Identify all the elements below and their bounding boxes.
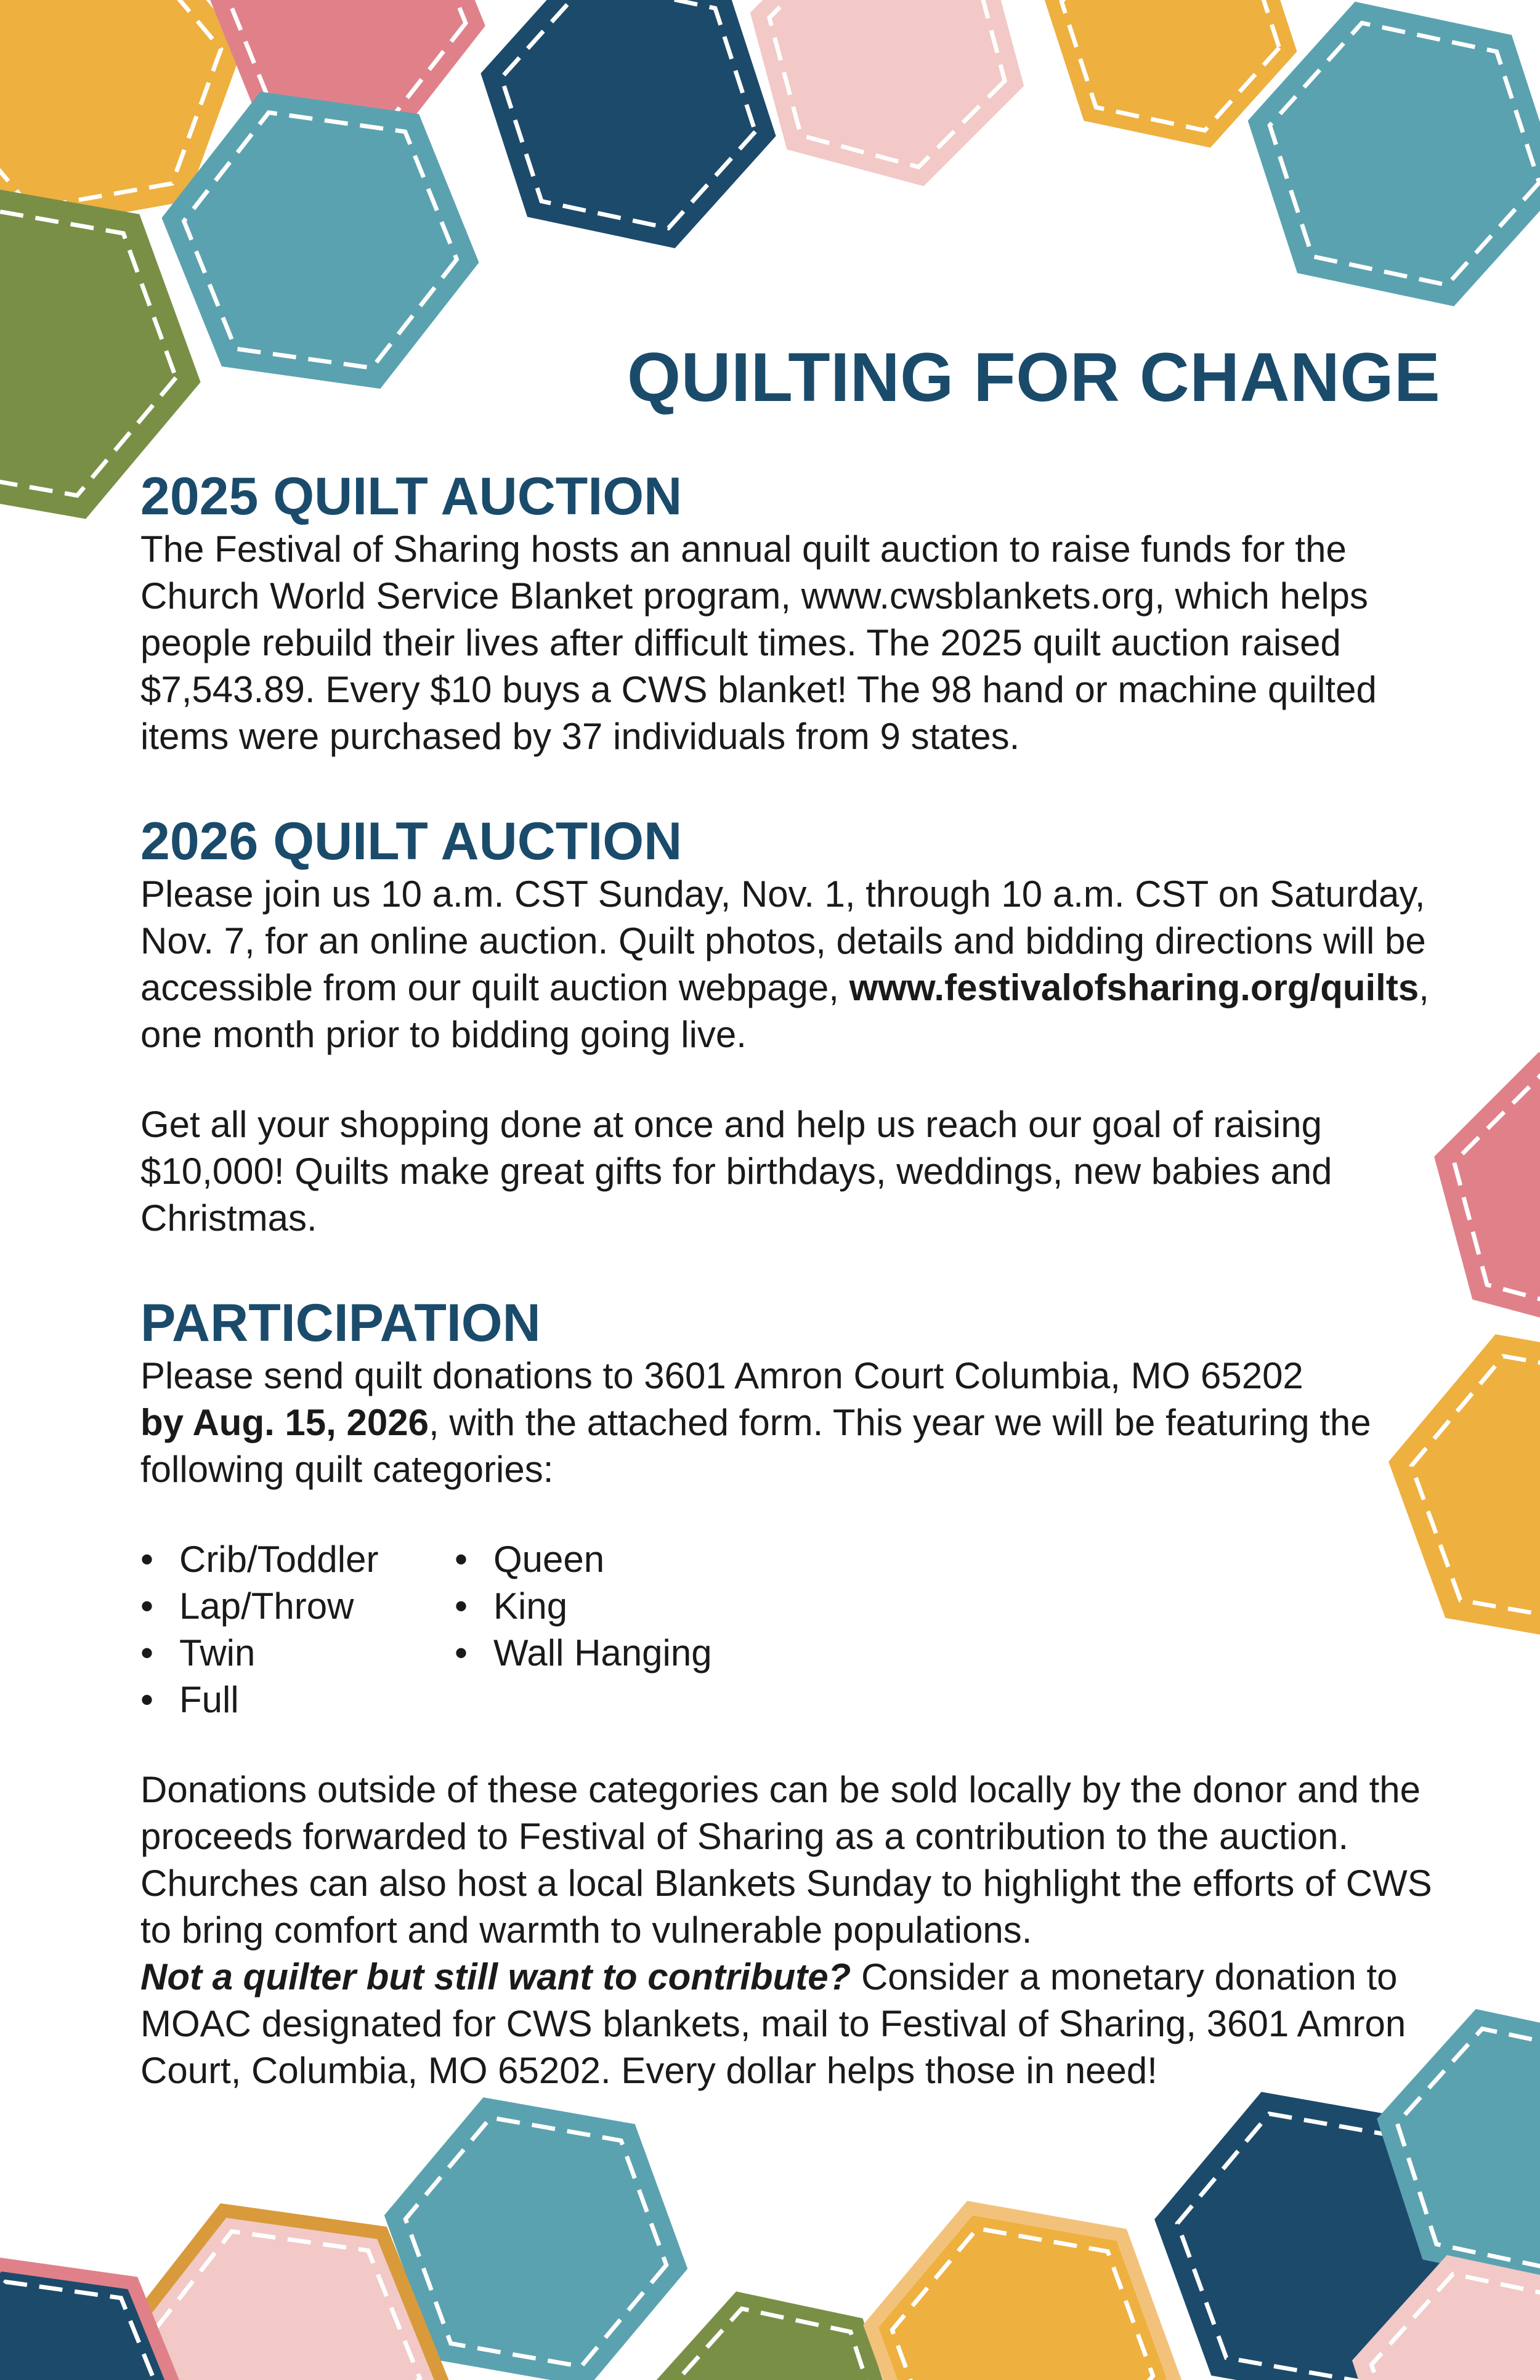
list-item: • Wall Hanging bbox=[455, 1630, 712, 1677]
section-2025-quilt-auction bbox=[140, 467, 1446, 760]
participation-address-line: Please send quilt donations to 3601 Amron Court Columbia, MO 65202 bbox=[140, 1355, 1303, 1396]
donation-deadline: by Aug. 15, 2026 bbox=[140, 1402, 429, 1443]
hexagon-patch bbox=[750, 0, 1024, 186]
auction-2026-body-text: Please join us 10 a.m. CST Sunday, Nov. 1, through 10 a.m. CST on Saturday, Nov. 7, for an online auction. Quilt photos, details and bidding directions will be accessible from our quilt auction webpage, bbox=[140, 873, 1426, 1008]
list-item: • Twin bbox=[140, 1630, 455, 1677]
page-title: QUILTING FOR CHANGE bbox=[627, 339, 1441, 416]
quilt-categories bbox=[140, 1536, 1446, 1723]
category-list-col1 bbox=[140, 1536, 455, 1723]
quilts-webpage-link[interactable]: www.festivalofsharing.org/quilts bbox=[849, 967, 1419, 1008]
hexagon-patch bbox=[650, 2291, 903, 2380]
hexagon-shape bbox=[480, 0, 776, 248]
list-item: • Queen bbox=[455, 1536, 712, 1583]
auction-2025-body: The Festival of Sharing hosts an annual quilt auction to raise funds for the Church World Service Blanket program, www.cwsblankets.org, which helps people rebuild their lives after difficult times. The 2025 quilt auction raised $7,543.89. Every $10 buys a CWS blanket! The 98 hand or machine quilted items were purchased by 37 individuals from 9 states. bbox=[140, 528, 1377, 757]
section-participation bbox=[140, 1293, 1446, 2094]
section-2026-quilt-auction bbox=[140, 812, 1446, 1242]
list-item: • Full bbox=[140, 1677, 455, 1723]
section-heading-2026: 2026 QUILT AUCTION bbox=[140, 812, 683, 871]
hexagon-shape bbox=[871, 2208, 1174, 2380]
section-heading-participation: PARTICIPATION bbox=[140, 1293, 541, 1353]
participation-intro-rest: , with the attached form. This year we will be featuring the following quilt categories: bbox=[140, 1402, 1371, 1490]
section-heading-2025: 2025 QUILT AUCTION bbox=[140, 467, 683, 526]
monetary-donation-cta bbox=[140, 1954, 1446, 2094]
auction-2026-body bbox=[140, 871, 1446, 1058]
hexagon-patch bbox=[1434, 1052, 1540, 1338]
hexagon-patch bbox=[871, 2208, 1174, 2380]
auction-2026-body-tail: , one month prior to bidding going live. bbox=[140, 967, 1429, 1055]
category-list-col2 bbox=[455, 1536, 712, 1723]
cta-text: Consider a monetary donation to MOAC designated for CWS blankets, mail to Festival of Sharing, 3601 Amron Court, Columbia, MO 65202. Every dollar helps those in need! bbox=[140, 1956, 1406, 2091]
list-item: • Crib/Toddler bbox=[140, 1536, 455, 1583]
cta-emphasis: Not a quilter but still want to contribute? bbox=[140, 1956, 851, 1997]
list-item: • King bbox=[455, 1583, 712, 1630]
auction-2026-goal-text: Get all your shopping done at once and help us reach our goal of raising $10,000! Quilts make great gifts for birthdays, weddings, new babies and Christmas. bbox=[140, 1104, 1332, 1239]
participation-intro bbox=[140, 1353, 1446, 1493]
hexagon-patch bbox=[480, 0, 776, 248]
list-item: • Lap/Throw bbox=[140, 1583, 455, 1630]
donations-text: Donations outside of these categories can be sold locally by the donor and the proceeds forwarded to Festival of Sharing as a contribution to the auction. Churches can also host a local Blankets Sunday to highlight the efforts of CWS to bring comfort and warmth to vulnerable populations. bbox=[140, 1769, 1432, 1951]
